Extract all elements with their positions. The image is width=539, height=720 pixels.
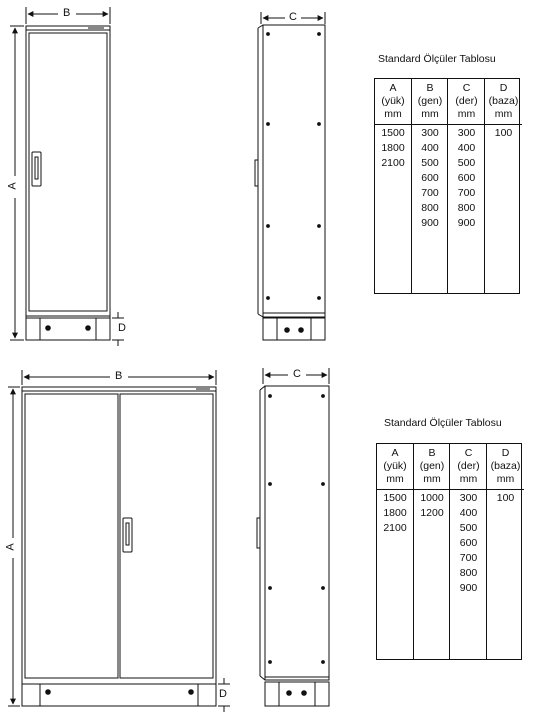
dimensions-table-top bbox=[374, 78, 520, 294]
column-unit: mm bbox=[386, 473, 404, 485]
single-cabinet-side bbox=[255, 25, 325, 340]
value-cell: 900 bbox=[459, 582, 478, 594]
value-cell: 100 bbox=[496, 492, 515, 504]
value-cell: 300 bbox=[457, 127, 476, 139]
dimensions-table-bottom bbox=[376, 443, 522, 660]
value-cell: 800 bbox=[457, 202, 476, 214]
column-letter: A bbox=[391, 447, 399, 459]
label-b-top: B bbox=[63, 7, 71, 19]
column-name: (der) bbox=[455, 95, 478, 107]
value-cell: 1800 bbox=[381, 142, 405, 154]
value-cell: 300 bbox=[421, 127, 439, 139]
value-cell: 1500 bbox=[383, 492, 407, 504]
column-letter: A bbox=[389, 82, 397, 94]
value-cell: 400 bbox=[459, 507, 478, 519]
table-column-d bbox=[486, 444, 524, 659]
label-c-bottom: C bbox=[293, 368, 301, 380]
label-d-top: D bbox=[118, 322, 126, 334]
value-cell: 400 bbox=[421, 142, 439, 154]
value-cell: 100 bbox=[494, 127, 513, 139]
column-unit: mm bbox=[494, 108, 513, 120]
column-name: (baza) bbox=[488, 95, 519, 107]
table-column-a bbox=[375, 79, 411, 293]
value-cell: 500 bbox=[459, 522, 478, 534]
value-cell: 1800 bbox=[383, 507, 407, 519]
label-a-bottom: A bbox=[4, 543, 17, 551]
column-letter: C bbox=[464, 447, 473, 459]
column-letter: B bbox=[426, 82, 434, 94]
value-cell: 1200 bbox=[420, 507, 444, 519]
value-cell: 800 bbox=[421, 202, 439, 214]
column-unit: mm bbox=[459, 473, 478, 485]
value-cell: 1000 bbox=[420, 492, 444, 504]
value-cell: 1500 bbox=[381, 127, 405, 139]
column-unit: mm bbox=[457, 108, 476, 120]
value-cell: 700 bbox=[421, 187, 439, 199]
table-title-bottom: Standard Ölçüler Tablosu bbox=[384, 417, 502, 429]
value-cell: 400 bbox=[457, 142, 476, 154]
column-letter: B bbox=[428, 447, 436, 459]
column-name: (baza) bbox=[490, 460, 521, 472]
label-d-bottom: D bbox=[219, 688, 227, 700]
table-column-c bbox=[449, 444, 487, 659]
value-cell: 300 bbox=[459, 492, 478, 504]
column-name: (yük) bbox=[381, 95, 405, 107]
value-cell: 500 bbox=[421, 157, 439, 169]
value-cell: 600 bbox=[457, 172, 476, 184]
value-cell: 900 bbox=[421, 217, 439, 229]
label-c-top: C bbox=[289, 11, 297, 23]
column-name: (yük) bbox=[383, 460, 407, 472]
value-cell: 700 bbox=[459, 552, 478, 564]
value-cell: 700 bbox=[457, 187, 476, 199]
value-cell: 2100 bbox=[383, 522, 407, 534]
double-door-cabinet-front bbox=[22, 387, 216, 706]
label-a-top: A bbox=[6, 182, 19, 190]
value-cell: 2100 bbox=[381, 157, 405, 169]
double-cabinet-side bbox=[257, 386, 329, 706]
value-cell: 800 bbox=[459, 567, 478, 579]
value-cell: 600 bbox=[459, 537, 478, 549]
table-column-d bbox=[484, 79, 522, 293]
column-name: (gen) bbox=[419, 460, 445, 472]
value-cell: 500 bbox=[457, 157, 476, 169]
value-cell: 900 bbox=[457, 217, 476, 229]
column-unit: mm bbox=[384, 108, 402, 120]
single-door-cabinet-front bbox=[26, 26, 110, 340]
column-name: (gen) bbox=[417, 95, 443, 107]
label-b-bottom: B bbox=[115, 370, 123, 382]
column-letter: C bbox=[462, 82, 471, 94]
column-unit: mm bbox=[423, 473, 441, 485]
column-name: (der) bbox=[457, 460, 480, 472]
table-column-b bbox=[411, 79, 448, 293]
table-title-top: Standard Ölçüler Tablosu bbox=[378, 53, 496, 65]
column-letter: D bbox=[499, 82, 508, 94]
table-column-b bbox=[413, 444, 450, 659]
table-column-c bbox=[447, 79, 485, 293]
column-unit: mm bbox=[496, 473, 515, 485]
column-letter: D bbox=[501, 447, 510, 459]
value-cell: 600 bbox=[421, 172, 439, 184]
column-unit: mm bbox=[421, 108, 439, 120]
table-column-a bbox=[377, 444, 413, 659]
